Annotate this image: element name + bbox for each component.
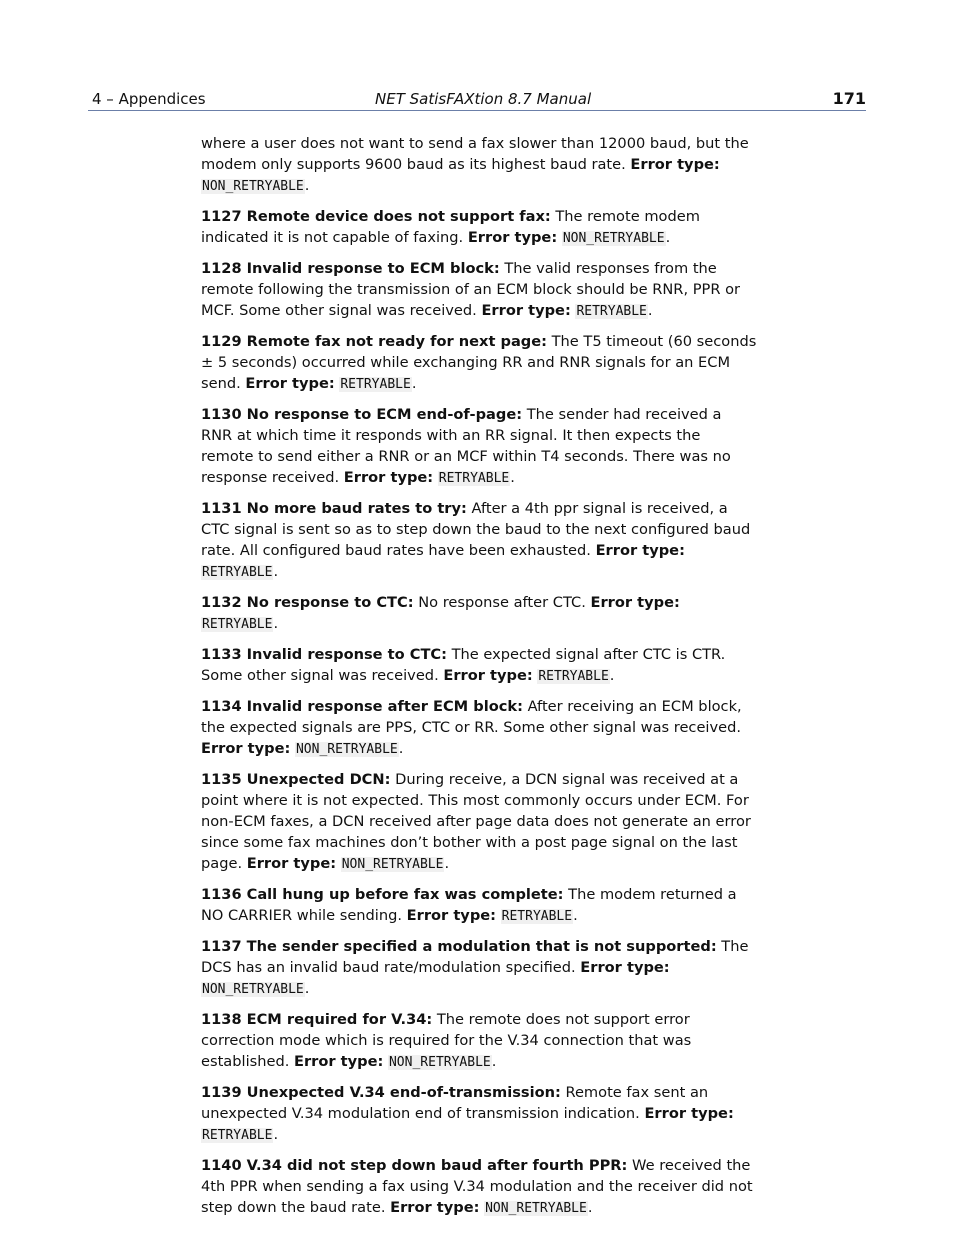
- error-type-value: RETRYABLE: [501, 909, 573, 924]
- error-entry: 1136 Call hung up before fax was complete: The modem returned a NO CARRIER while sending. Error type: RETRYABLE.: [201, 886, 737, 924]
- error-description: The T5 timeout (60 seconds ± 5 seconds) occurred while exchanging RR and RNR signals for an ECM send.: [201, 333, 757, 392]
- error-type-label: Error type:: [580, 959, 670, 976]
- error-code: 1133: [201, 646, 242, 663]
- error-description: After receiving an ECM block, the expected signals are PPS, CTC or RR. Some other signal was received.: [201, 698, 742, 736]
- error-description: After a 4th ppr signal is received, a CTC signal is sent so as to step down the baud to the next configured baud rate. All configured baud rates have been exhausted.: [201, 500, 751, 559]
- error-type-label: Error type:: [595, 542, 685, 559]
- error-title: Remote fax not ready for next page:: [246, 333, 547, 350]
- error-title: Invalid response to CTC:: [246, 646, 447, 663]
- error-title: Invalid response to ECM block:: [246, 260, 500, 277]
- error-description: Remote fax sent an unexpected V.34 modulation end of transmission indication.: [201, 1084, 709, 1122]
- error-title: Call hung up before fax was complete:: [246, 886, 564, 903]
- error-type-value: NON_RETRYABLE: [202, 982, 304, 997]
- error-type-value: RETRYABLE: [438, 471, 510, 486]
- error-code: 1138: [201, 1011, 242, 1028]
- error-code: 1129: [201, 333, 242, 350]
- error-title: Invalid response after ECM block:: [246, 698, 523, 715]
- error-description: The DCS has an invalid baud rate/modulation specified.: [201, 938, 749, 976]
- error-type-value: NON_RETRYABLE: [341, 857, 444, 872]
- error-type-label: Error type:: [406, 907, 496, 924]
- error-type-label: Error type:: [390, 1199, 480, 1216]
- error-entry: 1131 No more baud rates to try: After a 4th ppr signal is received, a CTC signal is sent so as to step down the baud to the next configured baud rate. All configured baud rates have been exhausted. Error type: RETRYABLE.: [201, 500, 751, 580]
- error-entry: 1140 V.34 did not step down baud after fourth PPR: We received the 4th PPR when sending a fax using V.34 modulation and the receiver did not step down the baud rate. Error type: NON_RETRYABLE.: [201, 1157, 753, 1216]
- error-code: 1127: [201, 208, 242, 225]
- error-type-value: NON_RETRYABLE: [295, 742, 398, 757]
- error-type-label: Error type:: [343, 469, 434, 486]
- error-title: No response to CTC:: [246, 594, 414, 611]
- error-entry: 1138 ECM required for V.34: The remote does not support error correction mode which is required for the V.34 connection that was established. Error type: NON_RETRYABLE.: [201, 1011, 692, 1070]
- error-code: 1132: [201, 594, 242, 611]
- error-title: No more baud rates to try:: [246, 500, 467, 517]
- error-type-label: Error type:: [443, 667, 533, 684]
- error-type-value: NON_RETRYABLE: [562, 231, 665, 246]
- error-type-value: NON_RETRYABLE: [388, 1055, 491, 1070]
- intro-paragraph: where a user does not want to send a fax slower than 12000 baud, but the modem only supports 9600 baud as its highest baud rate. Error type: NON_RETRYABLE.: [201, 135, 749, 194]
- error-code: 1130: [201, 406, 242, 423]
- page-number: 171: [832, 89, 866, 108]
- entries-container: [201, 206, 757, 1219]
- header-manual-title: NET SatisFAXtion 8.7 Manual: [375, 90, 592, 108]
- error-code: 1140: [201, 1157, 242, 1174]
- error-description: The valid responses from the remote following the transmission of an ECM block should be RNR, PPR or MCF. Some other signal was received.: [201, 260, 741, 319]
- error-title: V.34 did not step down baud after fourth PPR:: [246, 1157, 628, 1174]
- error-type-value: NON_RETRYABLE: [485, 1201, 587, 1216]
- error-title: ECM required for V.34:: [246, 1011, 433, 1028]
- header-rule: [88, 110, 866, 111]
- error-type-value: NON_RETRYABLE: [202, 179, 304, 194]
- error-type-value: RETRYABLE: [202, 617, 273, 632]
- intro-text: where a user does not want to send a fax slower than 12000 baud, but the modem only supports 9600 baud as its highest baud rate.: [201, 135, 749, 173]
- header-section: 4 – Appendices: [92, 90, 206, 108]
- error-description: The sender had received a RNR at which time it responds with an RR signal. It then expects the remote to send either a RNR or an MCF within T4 seconds. There was no response received.: [201, 406, 731, 486]
- error-title: No response to ECM end-of-page:: [246, 406, 523, 423]
- error-entry: 1133 Invalid response to CTC: The expected signal after CTC is CTR. Some other signal was received. Error type: RETRYABLE.: [201, 646, 726, 684]
- error-entry: 1132 No response to CTC: No response after CTC. Error type: RETRYABLE.: [201, 594, 680, 632]
- error-entry: 1139 Unexpected V.34 end-of-transmission: Remote fax sent an unexpected V.34 modulation end of transmission indication. Error type: RETRYABLE.: [201, 1084, 734, 1143]
- error-title: Unexpected DCN:: [246, 771, 391, 788]
- error-code-list: [201, 133, 757, 1228]
- error-type-value: RETRYABLE: [538, 669, 609, 684]
- error-type-value: RETRYABLE: [202, 1128, 273, 1143]
- error-description: No response after CTC.: [418, 594, 586, 611]
- error-entry: 1128 Invalid response to ECM block: The valid responses from the remote following the transmission of an ECM block should be RNR, PPR or MCF. Some other signal was received. Error type: RETRYABLE.: [201, 260, 741, 319]
- error-code: 1139: [201, 1084, 242, 1101]
- error-description: The modem returned a NO CARRIER while sending.: [201, 886, 737, 924]
- error-code: 1137: [201, 938, 242, 955]
- error-type-label: Error type:: [590, 594, 680, 611]
- error-code: 1131: [201, 500, 242, 517]
- error-type-label: Error type:: [246, 855, 337, 872]
- error-type-label: Error type:: [467, 229, 558, 246]
- error-type-label: Error type:: [630, 156, 720, 173]
- error-type-value: RETRYABLE: [576, 304, 647, 319]
- error-type-label: Error type:: [481, 302, 571, 319]
- error-description: The remote does not support error correction mode which is required for the V.34 connection that was established.: [201, 1011, 692, 1070]
- error-title: Unexpected V.34 end-of-transmission:: [246, 1084, 561, 1101]
- error-code: 1134: [201, 698, 242, 715]
- error-type-label: Error type:: [245, 375, 335, 392]
- error-entry: 1129 Remote fax not ready for next page: The T5 timeout (60 seconds ± 5 seconds) occurred while exchanging RR and RNR signals for an ECM send. Error type: RETRYABLE.: [201, 333, 757, 392]
- error-description: The expected signal after CTC is CTR. Some other signal was received.: [201, 646, 726, 684]
- error-entry: 1130 No response to ECM end-of-page: The sender had received a RNR at which time it responds with an RR signal. It then expects the remote to send either a RNR or an MCF within T4 seconds. There was no response received. Error type: RETRYABLE.: [201, 406, 731, 486]
- error-type-label: Error type:: [644, 1105, 734, 1122]
- error-type-label: Error type:: [201, 740, 291, 757]
- error-type-label: Error type:: [294, 1053, 384, 1070]
- error-code: 1135: [201, 771, 242, 788]
- error-description: We received the 4th PPR when sending a fax using V.34 modulation and the receiver did not step down the baud rate.: [201, 1157, 753, 1216]
- error-entry: 1135 Unexpected DCN: During receive, a DCN signal was received at a point where it is not expected. This most commonly occurs under ECM. For non-ECM faxes, a DCN received after page data does not generate an error since some fax machines don’t bother with a post page signal on the last page. Error type: NON_RETRYABLE.: [201, 771, 751, 872]
- error-entry: 1134 Invalid response after ECM block: After receiving an ECM block, the expected signals are PPS, CTC or RR. Some other signal was received. Error type: NON_RETRYABLE.: [201, 698, 742, 757]
- page-header: [92, 89, 866, 109]
- error-description: During receive, a DCN signal was received at a point where it is not expected. This most commonly occurs under ECM. For non-ECM faxes, a DCN received after page data does not generate an error since some fax machines don’t bother with a post page signal on the last page.: [201, 771, 751, 872]
- error-description: The remote modem indicated it is not capable of faxing.: [201, 208, 700, 246]
- error-code: 1136: [201, 886, 242, 903]
- error-title: Remote device does not support fax:: [246, 208, 551, 225]
- error-entry: 1137 The sender specified a modulation that is not supported: The DCS has an invalid baud rate/modulation specified. Error type: NON_RETRYABLE.: [201, 938, 749, 997]
- error-type-value: RETRYABLE: [202, 565, 273, 580]
- error-code: 1128: [201, 260, 242, 277]
- error-type-value: RETRYABLE: [340, 377, 411, 392]
- error-entry: 1127 Remote device does not support fax: The remote modem indicated it is not capable of faxing. Error type: NON_RETRYABLE.: [201, 208, 700, 246]
- error-title: The sender specified a modulation that is not supported:: [246, 938, 717, 955]
